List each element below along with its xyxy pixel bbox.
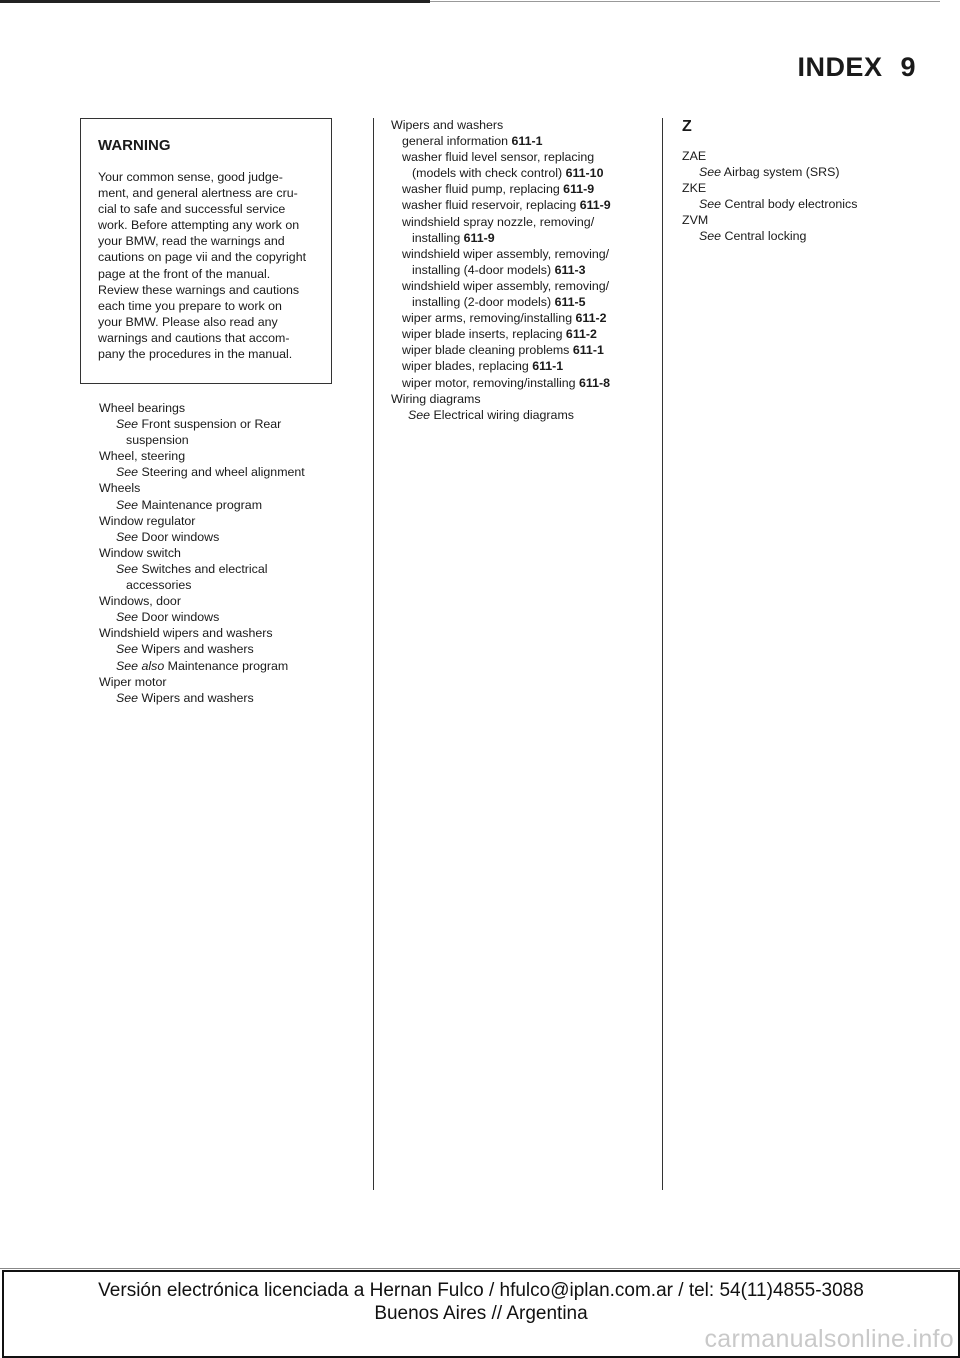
warning-line: your BMW, read the warnings and — [98, 234, 285, 249]
index-subentry: See also Maintenance program — [116, 658, 289, 673]
index-column-middle — [391, 117, 651, 423]
index-entry: ZVM — [682, 213, 709, 228]
watermark: carmanualsonline.info — [704, 1325, 954, 1353]
section-letter: Z — [682, 118, 692, 135]
index-subentry: See Steering and wheel alignment — [116, 465, 305, 480]
warning-line: each time you prepare to work on — [98, 298, 282, 313]
index-entry: ZKE — [682, 181, 707, 196]
page-title: INDEX — [797, 52, 883, 82]
index-subentry: See Central locking — [699, 229, 807, 244]
index-subentry: washer fluid reservoir, replacing 611-9 — [402, 198, 611, 213]
index-subentry: general information 611-1 — [402, 134, 543, 149]
warning-title: WARNING — [98, 137, 171, 154]
index-entry: Windows, door — [99, 594, 181, 609]
index-subentry: wiper blade inserts, replacing 611-2 — [402, 327, 597, 342]
warning-box — [80, 118, 332, 384]
index-entry: Windshield wipers and washers — [99, 626, 273, 641]
index-entry: Wheels — [99, 481, 141, 496]
license-text: Versión electrónica licenciada a Hernan Fulco / hfulco@iplan.com.ar / tel: 54(11)4855-3088 — [98, 1280, 864, 1301]
index-subentry: suspension — [126, 433, 189, 448]
index-subentry: washer fluid pump, replacing 611-9 — [402, 182, 595, 197]
index-entry: Wiring diagrams — [391, 391, 481, 406]
index-subentry: installing (2-door models) 611-5 — [412, 295, 586, 310]
license-location: Buenos Aires // Argentina — [374, 1303, 588, 1324]
warning-line: your BMW. Please also read any — [98, 314, 278, 329]
page-number: 9 — [900, 52, 916, 82]
warning-line: ment, and general alertness are cru- — [98, 186, 298, 201]
warning-line: work. Before attempting any work on — [98, 218, 300, 233]
index-subentry: windshield wiper assembly, removing/ — [402, 246, 610, 261]
index-subentry: installing 611-9 — [412, 230, 495, 245]
index-subentry: See Wipers and washers — [116, 690, 254, 705]
warning-line: Your common sense, good judge- — [98, 170, 283, 184]
warning-line: pany the procedures in the manual. — [98, 347, 293, 362]
index-subentry: accessories — [126, 578, 192, 593]
warning-line: cautions on page vii and the copyright — [98, 250, 307, 265]
column-divider — [373, 118, 374, 1190]
index-subentry: See Maintenance program — [116, 497, 263, 512]
top-rule — [0, 0, 430, 3]
index-subentry: See Airbag system (SRS) — [699, 165, 840, 180]
index-subentry: installing (4-door models) 611-3 — [412, 262, 586, 277]
index-subentry: See Switches and electrical — [116, 561, 268, 576]
bottom-rule — [0, 1268, 960, 1269]
warning-line: warnings and cautions that accom- — [98, 330, 290, 345]
index-entry: Wiper motor — [99, 674, 167, 689]
index-entry: Window regulator — [99, 513, 196, 528]
warning-line: cial to safe and successful service — [98, 202, 286, 217]
column-divider — [662, 118, 663, 1190]
index-subentry: See Front suspension or Rear — [116, 417, 282, 432]
index-subentry: wiper motor, removing/installing 611-8 — [402, 375, 610, 390]
index-subentry: wiper blade cleaning problems 611-1 — [402, 343, 604, 358]
index-subentry: windshield wiper assembly, removing/ — [402, 278, 610, 293]
index-subentry: See Wipers and washers — [116, 642, 254, 657]
index-subentry: wiper arms, removing/installing 611-2 — [402, 311, 607, 326]
index-subentry: wiper blades, replacing 611-1 — [402, 359, 564, 374]
index-entry: Wheel, steering — [99, 449, 186, 464]
index-column-right — [682, 118, 932, 245]
index-subentry: windshield spray nozzle, removing/ — [402, 214, 595, 229]
license-footer — [2, 1270, 960, 1358]
top-rule-thin — [430, 1, 940, 2]
index-subentry: See Central body electronics — [699, 197, 858, 212]
warning-line: Review these warnings and cautions — [98, 282, 300, 297]
index-entry: Window switch — [99, 545, 181, 560]
index-entry: Wipers and washers — [391, 118, 504, 132]
warning-text — [98, 169, 330, 362]
index-subentry: washer fluid level sensor, replacing — [402, 150, 595, 165]
warning-line: page at the front of the manual. — [98, 266, 271, 281]
page-header — [797, 52, 916, 83]
index-entry: Wheel bearings — [99, 401, 186, 415]
index-subentry: (models with check control) 611-10 — [412, 166, 604, 181]
index-subentry: See Electrical wiring diagrams — [408, 407, 574, 422]
index-subentry: See Door windows — [116, 529, 220, 544]
index-subentry: See Door windows — [116, 610, 220, 625]
index-entry: ZAE — [682, 149, 707, 163]
index-column-left — [99, 400, 359, 706]
